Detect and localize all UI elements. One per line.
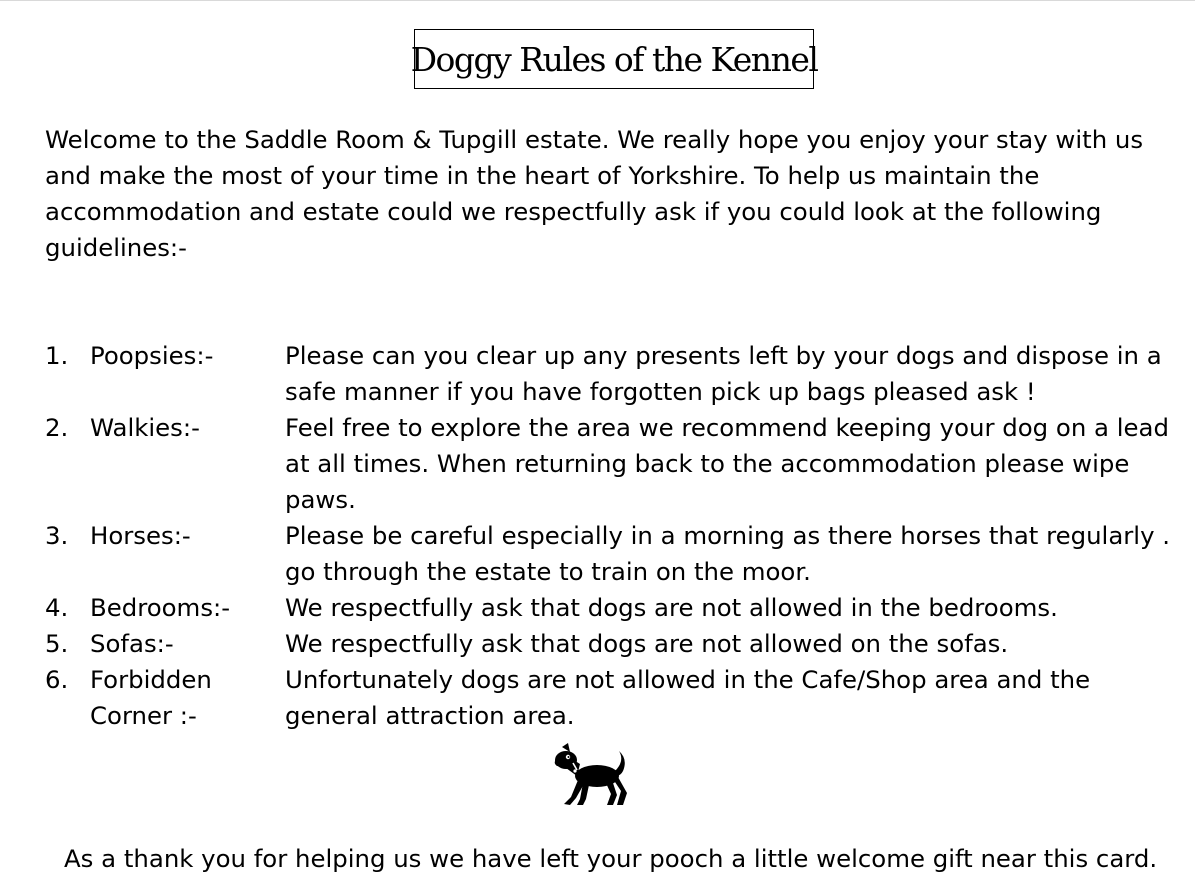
rule-text: Unfortunately dogs are not allowed in the Cafe/Shop area and the general attraction area. — [285, 665, 1091, 730]
rule-text: Please can you clear up any presents left by your dogs and dispose in a safe manner if you have forgotten pick up bags pleased ask ! — [285, 341, 1162, 406]
thank-you-note: As a thank you for helping us we have left your pooch a little welcome gift near this card. — [64, 844, 1158, 873]
rule-label: Bedrooms:- — [90, 593, 231, 622]
intro-paragraph: Welcome to the Saddle Room & Tupgill estate. We really hope you enjoy your stay with us and make the most of your time in the heart of Yorkshire. To help us maintain the accommodation and estate could we respectfully ask if you could look at the following guidelines:- — [45, 125, 1144, 262]
rule-label: Walkies:- — [90, 413, 200, 442]
rule-text: We respectfully ask that dogs are not allowed on the sofas. — [285, 629, 1009, 658]
rules-list — [45, 338, 1185, 734]
rule-item-poopsies — [45, 338, 1185, 410]
rule-number: 2. — [45, 413, 69, 442]
rule-label: Horses:- — [90, 521, 191, 550]
rule-item-walkies — [45, 410, 1185, 518]
page-top-rule — [0, 0, 1195, 1]
dog-icon — [553, 743, 629, 807]
rule-item-sofas — [45, 626, 1185, 662]
rule-item-bedrooms — [45, 590, 1185, 626]
rule-label: Forbidden Corner :- — [90, 665, 212, 730]
rule-text: We respectfully ask that dogs are not allowed in the bedrooms. — [285, 593, 1058, 622]
rule-label: Sofas:- — [90, 629, 174, 658]
rule-item-horses — [45, 518, 1185, 590]
rule-text: Feel free to explore the area we recommend keeping your dog on a lead at all times. When returning back to the accommodation please wipe paws. — [285, 413, 1169, 514]
rule-text: Please be careful especially in a morning as there horses that regularly . go through the estate to train on the moor. — [285, 521, 1171, 586]
rule-label: Poopsies:- — [90, 341, 214, 370]
rule-number: 4. — [45, 593, 69, 622]
rule-number: 6. — [45, 665, 69, 694]
rule-number: 1. — [45, 341, 69, 370]
title-box — [410, 29, 818, 89]
page-title: Doggy Rules of the Kennel — [410, 39, 818, 79]
rule-number: 5. — [45, 629, 69, 658]
rule-item-forbidden-corner — [45, 662, 1185, 734]
rule-number: 3. — [45, 521, 69, 550]
